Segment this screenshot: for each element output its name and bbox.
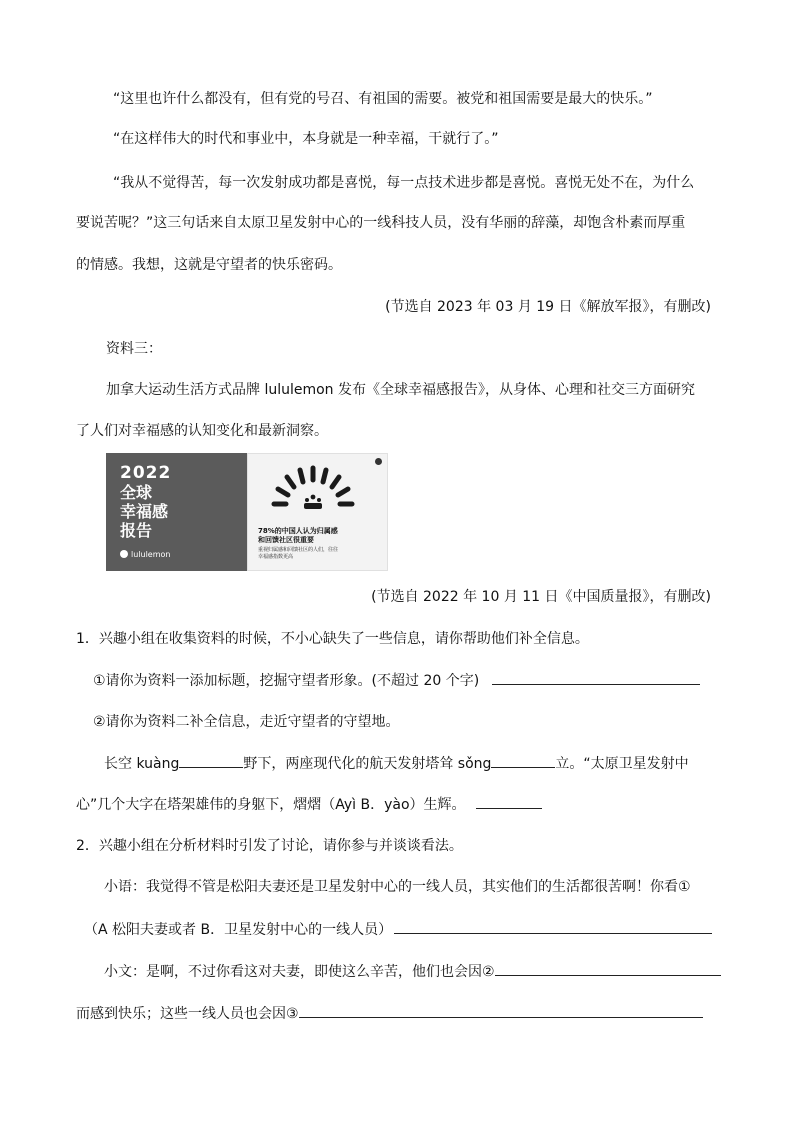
answer-blank-3[interactable] [299, 1003, 703, 1018]
question-1-part-a [93, 670, 700, 691]
stat-headline [258, 527, 338, 545]
report-title [120, 483, 168, 540]
material-3-heading: 资料三： [106, 341, 162, 357]
question-2-stem: 2．兴趣小组在分析材料时引发了讨论，请你参与并谈谈看法。 [76, 838, 463, 854]
quote-3-line-2: 要说苦呢？”这三句话来自太原卫星发射中心的一线科技人员，没有华丽的辞藻，却饱含朴素而厚重 [76, 215, 686, 231]
kuang-character-blank[interactable] [179, 753, 243, 768]
report-year: 2022 [120, 463, 172, 483]
report-title-line-3: 报告 [120, 521, 153, 540]
quote-3-line-1: “我从不觉得苦，每一次发射成功都是喜悦，每一点技术进步都是喜悦。喜悦无处不在，为什么 [113, 175, 695, 191]
report-cover [106, 453, 247, 571]
pinyin-kuang: 长空 kuàng [104, 756, 180, 772]
title-answer-blank[interactable] [492, 670, 700, 685]
answer-blank-2[interactable] [495, 961, 721, 976]
quote-2: “在这样伟大的时代和事业中，本身就是一种幸福，干就行了。” [113, 131, 499, 147]
xiaoyu-line-2 [84, 919, 712, 940]
question-1-part-b: ②请你为资料二补全信息，走近守望者的守望地。 [93, 714, 400, 730]
report-title-line-1: 全球 [120, 483, 153, 502]
report-title-line-2: 幸福感 [120, 502, 169, 521]
question-1-stem: 1．兴趣小组在收集资料的时候，不小心缺失了一些信息，请你帮助他们补全信息。 [76, 631, 589, 647]
happiness-report-image [106, 453, 388, 571]
source-citation-1: (节选自 2023 年 03 月 19 日《解放军报》，有删改) [385, 299, 711, 315]
yi-choice-text: 心”几个大字在塔架雄伟的身躯下，熠熠（Ayì B．yào）生辉。 [76, 797, 466, 813]
quote-1: “这里也许什么都没有，但有党的号召、有祖国的需要。被党和祖国需要是最大的快乐。” [113, 91, 653, 107]
stat-line-2: 和回馈社区很重要 [258, 536, 314, 544]
answer-blank-1[interactable] [394, 919, 712, 934]
stat-sub-line-1: 重视归属感和回馈社区的人们，往往 [258, 547, 339, 553]
question-1-part-b-fill-line [104, 753, 689, 774]
yi-choice-blank[interactable] [476, 794, 542, 809]
stat-subtext [258, 547, 338, 561]
question-1-part-b-line-2 [76, 794, 542, 815]
fill-line-tail: 立。“太原卫星发射中 [555, 756, 689, 772]
stat-sub-line-2: 幸福感指数更高 [258, 554, 294, 560]
pinyin-song: 野下，两座现代化的航天发射塔耸 sǒng [243, 756, 492, 772]
song-character-blank[interactable] [491, 753, 555, 768]
material-3-line-1: 加拿大运动生活方式品牌 lululemon 发布《全球幸福感报告》，从身体、心理和社交三方面研究 [106, 382, 696, 398]
quote-3-line-3: 的情感。我想，这就是守望者的快乐密码。 [76, 257, 342, 273]
xiaoyu-line-1: 小语：我觉得不管是松阳夫妻还是卫星发射中心的一线人员，其实他们的生活都很苦啊！你看① [104, 879, 691, 895]
xiaowen-line-1 [104, 961, 721, 982]
source-citation-2: (节选自 2022 年 10 月 11 日《中国质量报》，有删改) [371, 589, 711, 605]
xiaoyu-choice-text: （A 松阳夫妻或者 B．卫星发射中心的一线人员） [84, 922, 393, 938]
xiaowen-line-2 [76, 1003, 703, 1024]
brand-label [120, 550, 171, 559]
material-3-line-2: 了人们对幸福感的认知变化和最新洞察。 [76, 423, 328, 439]
xiaowen-text: 小文：是啊，不过你看这对夫妻，即使这么辛苦，他们也会因② [104, 964, 495, 980]
stat-line-1: 78%的中国人认为归属感 [258, 527, 338, 535]
brand-name: lululemon [131, 550, 171, 559]
report-stat-panel [247, 453, 388, 571]
community-sunburst-icon [248, 454, 389, 529]
lululemon-logo-icon [120, 550, 128, 558]
xiaowen-text-2: 而感到快乐；这些一线人员也会因③ [76, 1006, 299, 1022]
question-1-part-a-text: ①请你为资料一添加标题，挖掘守望者形象。(不超过 20 个字) [93, 673, 480, 689]
